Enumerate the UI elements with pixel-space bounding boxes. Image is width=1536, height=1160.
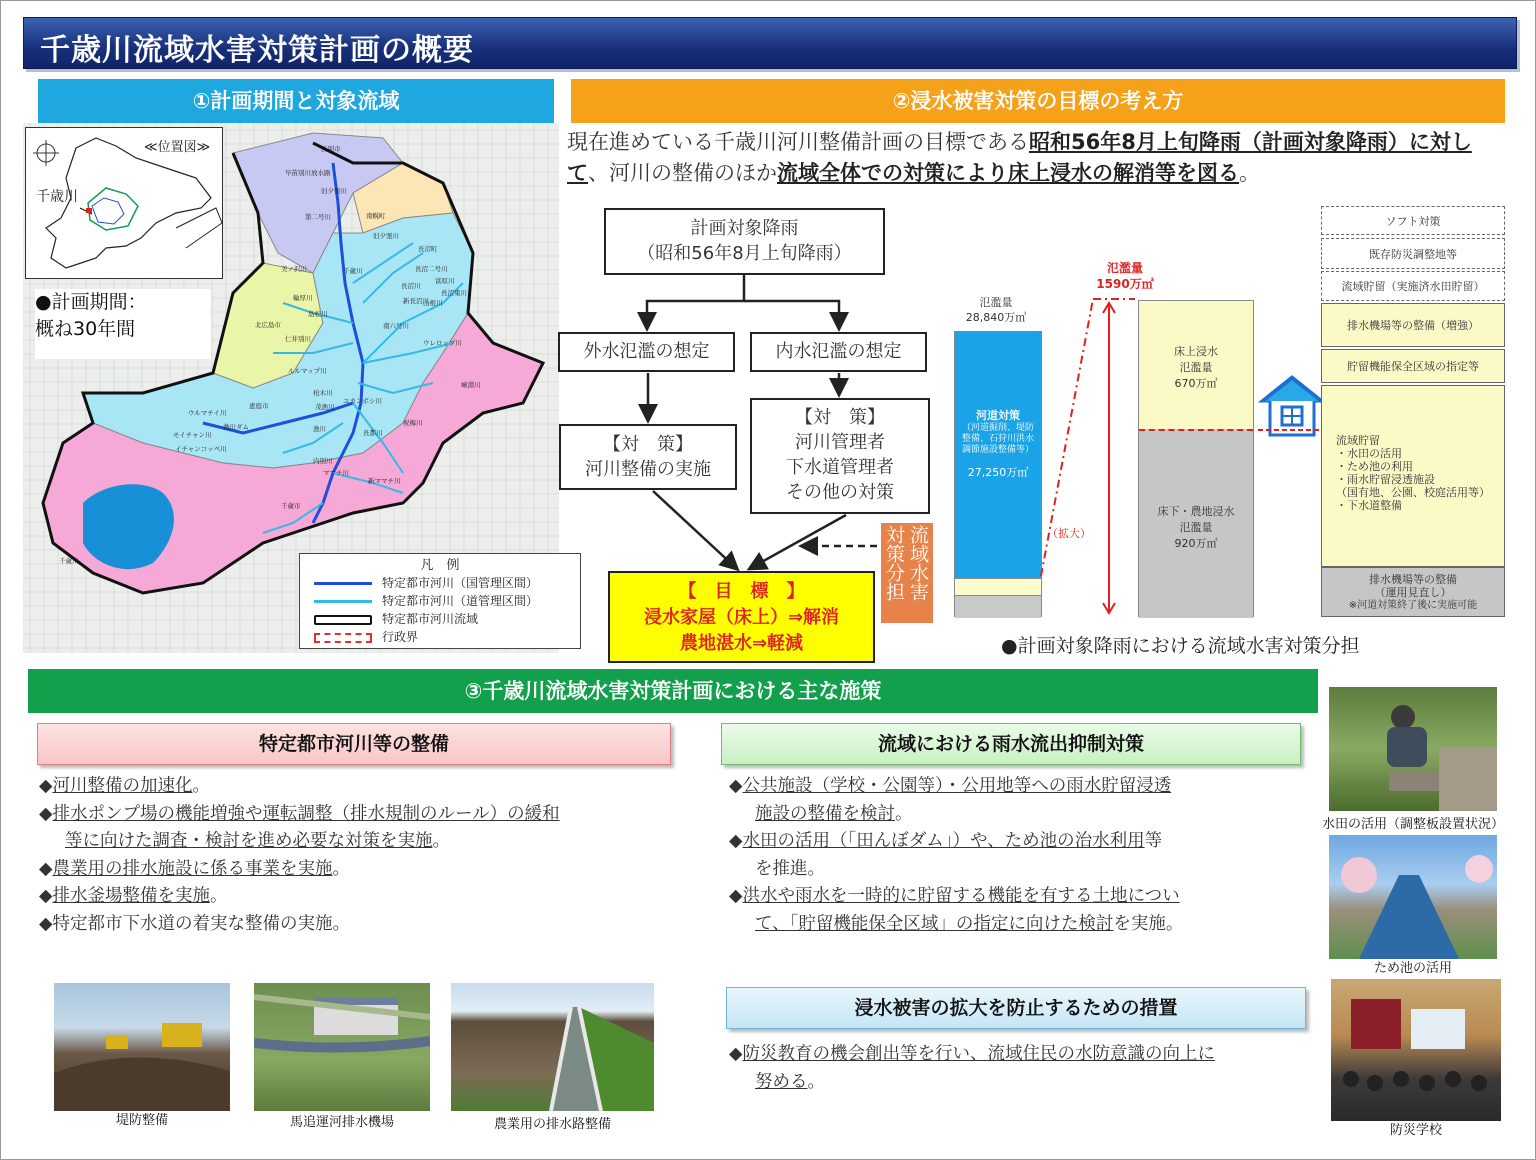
svg-text:長沼町: 長沼町	[418, 245, 438, 253]
diamond-bullet-icon: ◆	[39, 886, 53, 906]
measure-soft: ソフト対策	[1321, 206, 1505, 235]
bullet-item: ◆洪水や雨水を一時的に貯留する機能を有する土地につい	[729, 886, 1180, 906]
section2-header: ②浸水被害対策の目標の考え方	[571, 79, 1505, 123]
chart-bar-below-floor	[1139, 429, 1253, 618]
svg-text:茂漁川: 茂漁川	[315, 403, 335, 411]
measure-existing-ponds: 既存防災調整地等	[1321, 238, 1505, 269]
diamond-bullet-icon: ◆	[39, 858, 53, 879]
map-legend	[299, 553, 581, 649]
measure-basin-storage: 流域貯留 ・水田の活用 ・ため池の利用 ・雨水貯留浸透施設 （国有地、公園、校庭活用等） ・下水道整備	[1321, 385, 1505, 567]
photo-caption: 防災学校	[1389, 1123, 1442, 1138]
svg-text:仁井別川: 仁井別川	[285, 335, 311, 343]
svg-text:山根川: 山根川	[423, 299, 443, 307]
diamond-bullet-icon: ◆	[729, 831, 743, 851]
svg-text:千歳川: 千歳川	[343, 267, 363, 275]
svg-text:嶮淵川: 嶮淵川	[461, 381, 481, 389]
svg-text:江別市: 江別市	[321, 145, 341, 153]
bullet-item: ◆防災教育の機会創出等を行い、流域住民の水防意識の向上に	[729, 1044, 1215, 1064]
bullet-item: ◆排水ポンプ場の機能増強や運転調整（排水規制のルール）の緩和	[39, 803, 560, 824]
chart-expand-lines	[1031, 281, 1141, 621]
bullet-item: ◆農業用の排水施設に係る事業を実施。	[39, 858, 350, 879]
river-label: 河道対策	[976, 409, 1020, 422]
flow-outer-flood: 外水氾濫の想定	[558, 332, 735, 372]
svg-text:千歳川: 千歳川	[59, 557, 79, 565]
goal-intro: 現在進めている千歳川河川整備計画の目標である昭和56年8月上旬降雨（計画対象降雨）に対して、河川の整備のほか流域全体での対策により床上浸水の解消等を図る。	[567, 130, 1472, 185]
chart-bar-small-above	[955, 578, 1041, 595]
svg-text:第二号川: 第二号川	[305, 213, 331, 221]
bullet-item: ◆排水釜場整備を実施。	[39, 886, 228, 906]
diamond-bullet-icon: ◆	[729, 776, 743, 796]
svg-text:富原川: 富原川	[435, 277, 455, 285]
plan-period-value: 概ね30年間	[35, 318, 136, 340]
photo-levee	[54, 983, 230, 1111]
photo-caption: 堤防整備	[115, 1113, 168, 1128]
bullet-item: て、「貯留機能保全区域」の指定に向けた検討を実施。	[755, 913, 1184, 934]
measure-pump-upgrade: 排水機場等の整備（増強）	[1321, 303, 1505, 347]
bullet-item: ◆特定都市下水道の着実な整備の実施。	[39, 913, 350, 934]
channel-photo-art	[451, 983, 654, 1111]
expand-label: （拡大）	[1047, 527, 1091, 540]
svg-text:輪厚川: 輪厚川	[293, 294, 313, 302]
flow-inner-measure: 【対 策】 河川管理者 下水道管理者 その他の対策	[750, 398, 930, 514]
overflow-total-label: 氾濫量	[979, 296, 1013, 309]
photo-caption: ため池の活用	[1373, 961, 1452, 976]
diamond-bullet-icon: ◆	[39, 776, 53, 796]
svg-text:長沼二号川: 長沼二号川	[415, 265, 448, 273]
bullet-item: ◆水田の活用（「田んぼダム」）や、ため池の治水利用等	[729, 831, 1163, 851]
location-map	[25, 127, 223, 279]
legend-title: 凡 例	[420, 558, 460, 573]
svg-text:長都川: 長都川	[363, 429, 383, 437]
diamond-bullet-icon: ◆	[729, 886, 743, 906]
subheader-damage-prevention: 浸水被害の拡大を防止するための措置	[726, 987, 1306, 1029]
bullet-item: 等に向けた調査・検討を進め必要な対策を実施。	[65, 831, 450, 851]
diamond-bullet-icon: ◆	[39, 803, 53, 824]
legend-basin-swatch	[314, 615, 372, 625]
school-photo-art	[1331, 979, 1501, 1121]
svg-text:内別川: 内別川	[313, 457, 333, 465]
svg-text:ウレロップ川: ウレロップ川	[423, 339, 462, 347]
above-floor-sub: 氾濫量	[1179, 361, 1213, 374]
below-floor-label: 床下・農地浸水	[1157, 505, 1235, 518]
svg-text:南六号川: 南六号川	[383, 322, 409, 330]
subheader-runoff-control: 流域における雨水流出抑制対策	[721, 723, 1301, 765]
legend-prefectural-swatch	[314, 600, 372, 603]
svg-text:千歳市: 千歳市	[281, 502, 301, 510]
svg-text:ウルマチイ川: ウルマチイ川	[188, 409, 227, 417]
plan-period	[35, 289, 211, 359]
location-map-label: ≪位置図≫	[144, 140, 211, 155]
paddy-photo-art	[1329, 687, 1497, 811]
bullet-item: ◆河川整備の加速化。	[39, 776, 210, 796]
photo-pump-station	[254, 983, 430, 1111]
photo-reservoir	[1329, 835, 1497, 959]
section1-header: ①計画期間と対象流域	[38, 79, 554, 123]
svg-text:島松川: 島松川	[308, 310, 328, 318]
bullet-item: を推進。	[755, 858, 825, 879]
diamond-bullet-icon: ◆	[39, 913, 53, 934]
legend-item: 行政界	[314, 628, 418, 645]
photo-disaster-school	[1331, 979, 1501, 1121]
svg-text:美ノ沢川: 美ノ沢川	[281, 265, 307, 273]
pump-photo-art	[254, 983, 430, 1111]
below-floor-sub: 氾濫量	[1179, 521, 1213, 534]
svg-text:ルルマップ川: ルルマップ川	[288, 367, 327, 375]
svg-text:新長沼川: 新長沼川	[403, 297, 429, 305]
flow-target-rainfall: 計画対象降雨 （昭和56年8月上旬降雨）	[604, 208, 885, 275]
above-floor-value: 670万㎥	[1174, 377, 1218, 390]
chart-bar-river	[955, 332, 1041, 578]
title-bar	[23, 17, 1517, 69]
photo-drainage-channel	[451, 983, 654, 1111]
page-title: 千歳川流域水害対策計画の概要	[40, 33, 474, 68]
legend-national-swatch	[314, 582, 372, 585]
flow-outer-measure: 【対 策】 河川整備の実施	[559, 424, 737, 490]
svg-text:旧夕張川: 旧夕張川	[321, 187, 347, 195]
svg-text:北広島市: 北広島市	[255, 321, 281, 329]
svg-text:旧夕張川: 旧夕張川	[373, 232, 399, 240]
svg-text:長沼東川: 長沼東川	[441, 289, 467, 297]
countermeasure-share-label: 流域水害 対策分担	[881, 523, 933, 623]
overflow-total-value: 28,840万㎥	[965, 311, 1027, 324]
svg-text:漁川ダム: 漁川ダム	[223, 423, 249, 431]
chart-bar-flood	[1138, 300, 1254, 617]
below-floor-value: 920万㎥	[1174, 537, 1218, 550]
bullet-item: 努める。	[755, 1071, 825, 1092]
svg-text:祝梅川: 祝梅川	[403, 419, 423, 427]
svg-text:イチャンコッペ川: イチャンコッペ川	[175, 445, 227, 453]
legend-item: 特定都市河川流域	[314, 610, 478, 627]
svg-text:ユカンボシ川: ユカンボシ川	[343, 397, 382, 405]
svg-text:漁川: 漁川	[313, 425, 326, 433]
measure-paddy-storage: 流域貯留（実施済水田貯留）	[1321, 271, 1505, 301]
svg-text:ママチ川: ママチ川	[323, 469, 349, 477]
chart-bar-small-below	[955, 595, 1041, 618]
svg-text:長沼川: 長沼川	[401, 282, 421, 290]
photo-caption: 馬追運河排水機場	[289, 1115, 394, 1130]
legend-item: 特定都市河川（国管理区間）	[314, 574, 538, 591]
svg-text:恵庭市: 恵庭市	[249, 402, 269, 410]
svg-text:南幌町: 南幌町	[366, 212, 386, 220]
svg-text:柏木川: 柏木川	[313, 389, 333, 397]
subheader-river-development: 特定都市河川等の整備	[37, 723, 671, 765]
chart-caption: ●計画対象降雨における流域水害対策分担	[1001, 635, 1360, 657]
bullet-item: 施設の整備を検討。	[755, 803, 913, 824]
house-icon	[1258, 373, 1326, 441]
levee-photo-art	[54, 983, 230, 1111]
plan-period-label: ●計画期間：	[35, 291, 147, 313]
photo-caption: 水田の活用（調整板設置状況）	[1321, 817, 1504, 832]
measure-pump-operation: 排水機場等の整備 （運用見直し） ※河道対策終了後に実施可能	[1321, 567, 1505, 617]
measure-storage-zone: 貯留機能保全区域の指定等	[1321, 349, 1505, 383]
bullet-item: ◆公共施設（学校・公園等）・公用地等への雨水貯留浸透	[729, 776, 1172, 796]
river-detail: （河道掘削、堤防整備、石狩川洪水調節施設整備等）	[961, 423, 1034, 455]
diamond-bullet-icon: ◆	[729, 1044, 743, 1064]
svg-text:早苗別川放水路: 早苗別川放水路	[285, 169, 331, 177]
flood-value: 1590万㎥	[1096, 277, 1154, 291]
location-river-label: 千歳川	[36, 189, 78, 205]
svg-text:新ママチ川: 新ママチ川	[368, 477, 401, 485]
section3-header: ③千歳川流域水害対策計画における主な施策	[28, 669, 1318, 713]
goal-box: 【 目 標 】 浸水家屋（床上）⇒解消 農地湛水⇒軽減	[608, 571, 875, 663]
photo-paddy-board	[1329, 687, 1497, 811]
above-floor-label: 床上浸水	[1174, 345, 1218, 358]
photo-caption: 農業用の排水路整備	[493, 1117, 611, 1132]
legend-item: 特定都市河川（道管理区間）	[314, 592, 538, 609]
flood-label: 氾濫量	[1106, 261, 1143, 275]
chart-bar-total	[954, 331, 1042, 617]
chart-bar-above-floor	[1139, 301, 1253, 429]
river-value: 27,250万㎥	[967, 466, 1029, 479]
svg-text:モイチャン川: モイチャン川	[173, 431, 212, 439]
flow-inner-flood: 内水氾濫の想定	[750, 332, 927, 372]
reservoir-photo-art	[1329, 835, 1497, 959]
legend-boundary-swatch	[314, 633, 372, 643]
